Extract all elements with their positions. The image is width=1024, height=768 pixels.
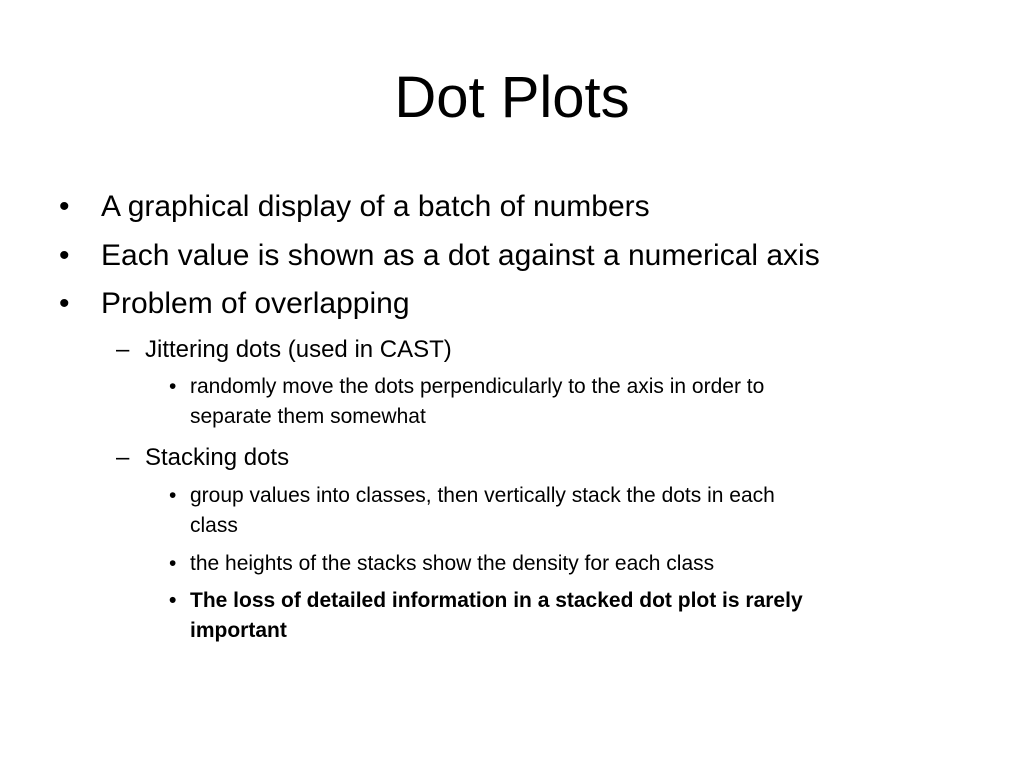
bullet-marker: • [59, 190, 70, 223]
bullet-text: Each value is shown as a dot against a numerical axis [101, 239, 820, 272]
bullet-marker: • [169, 484, 177, 507]
bullet-marker: • [59, 287, 70, 320]
dash-marker: – [116, 336, 130, 363]
sub-bullet-text: Stacking dots [145, 444, 290, 471]
bullet-marker: • [169, 375, 177, 398]
dash-marker: – [116, 444, 130, 471]
sub-sub-bullet-text-line-2: separate them somewhat [190, 405, 426, 428]
slide-title: Dot Plots [394, 65, 630, 130]
sub-sub-bullet-text-line-2: class [190, 514, 238, 537]
sub-sub-bullet-text: the heights of the stacks show the density for each class [190, 552, 715, 575]
bullet-text: A graphical display of a batch of numbers [101, 190, 650, 223]
sub-sub-bullet-text-line-1: randomly move the dots perpendicularly to the axis in order to [190, 375, 765, 398]
sub-sub-bullet-text-line-1: The loss of detailed information in a stacked dot plot is rarely [190, 589, 803, 612]
bullet-text: Problem of overlapping [101, 287, 410, 320]
bullet-marker: • [169, 589, 177, 612]
sub-sub-bullet-text-line-2: important [190, 619, 287, 642]
bullet-marker: • [169, 552, 177, 575]
sub-sub-bullet-text-line-1: group values into classes, then vertically stack the dots in each [190, 484, 775, 507]
bullet-marker: • [59, 239, 70, 272]
sub-bullet-text: Jittering dots (used in CAST) [145, 336, 452, 363]
